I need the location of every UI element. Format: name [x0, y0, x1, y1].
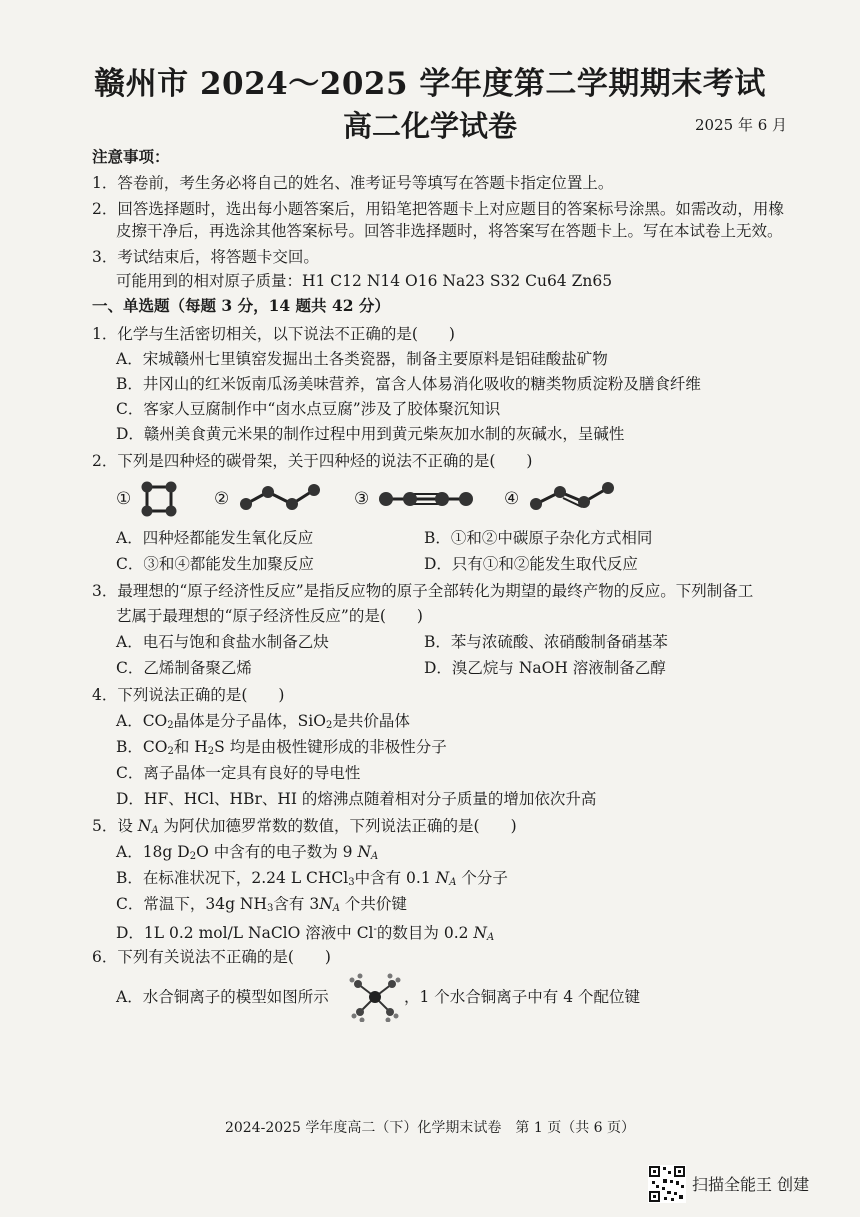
q3-option-a: A．电石与饱和食盐水制备乙炔 [116, 633, 329, 651]
note-2a: 2．回答选择题时，选出每小题答案后，用铅笔把答题卡上对应题目的答案标号涂黑。如需改动，用橡 [92, 200, 784, 218]
q2-label-1: ① [116, 489, 132, 509]
q3-stem-b: 艺属于最理想的“原子经济性反应”的是( ) [116, 607, 423, 625]
q5-option-b: B．在标准状况下，2.24 L CHCl$_3$中含有 0.1 $N_A$ 个分子 [116, 869, 508, 888]
exam-title: 赣州市 2024～2025 学年度第二学期期末考试 [94, 66, 766, 102]
q2-label-2: ② [214, 489, 230, 509]
page-footer: 2024-2025 学年度高二（下）化学期末试卷 第 1 页（共 6 页） [224, 1120, 636, 1136]
qr-code-icon [648, 1165, 686, 1203]
note-3: 3．考试结束后，将答题卡交回。 [92, 248, 319, 266]
note-2b: 皮擦干净后，再选涂其他答案标号。回答非选择题时，将答案写在答题卡上。写在本试卷上无效。 [116, 222, 783, 240]
notes-heading: 注意事项： [92, 147, 170, 166]
q3-option-d: D．溴乙烷与 NaOH 溶液制备乙醇 [424, 659, 666, 677]
q3-stem-a: 3．最理想的“原子经济性反应”是指反应物的原子全部转化为期望的最终产物的反应。下列制备工 [92, 582, 754, 600]
atomic-masses: 可能用到的相对原子质量：H1 C12 N14 O16 Na23 S32 Cu64 Zn65 [116, 272, 613, 290]
butadiyne-skeleton [378, 484, 478, 514]
q3-option-b: B．苯与浓硫酸、浓硝酸制备硝基苯 [424, 633, 668, 651]
q4-option-c: C．离子晶体一定具有良好的导电性 [116, 764, 361, 782]
q1-option-d: D．赣州美食黄元米果的制作过程中用到黄元柴灰加水制的灰碱水，呈碱性 [116, 425, 625, 443]
cyclobutane-skeleton [140, 480, 180, 520]
q1-option-c: C．客家人豆腐制作中“卤水点豆腐”涉及了胶体聚沉知识 [116, 400, 501, 418]
exam-subtitle: 高二化学试卷 [342, 109, 517, 143]
q1-stem: 1．化学与生活密切相关，以下说法不正确的是( ) [92, 325, 455, 343]
q5-stem: 5．设 $N_A$ 为阿伏加德罗常数的数值，下列说法正确的是( ) [92, 817, 517, 836]
q5-option-a: A．18g $D_2O$ 中含有的电子数为 9 $N_A$ [116, 843, 379, 862]
scanner-watermark: 扫描全能王 创建 [692, 1175, 810, 1194]
q2-option-d: D．只有①和②能发生取代反应 [424, 555, 638, 573]
note-1: 1．答卷前，考生务必将自己的姓名、准考证号等填写在答题卡指定位置上。 [92, 174, 614, 192]
q2-label-3: ③ [354, 489, 370, 509]
q4-option-a: A．$CO_2$晶体是分子晶体，SiO$_2$是共价晶体 [116, 712, 410, 731]
butene-skeleton [528, 476, 618, 516]
q4-option-d: D．HF、HCl、HBr、HI 的熔沸点随着相对分子质量的增加依次升高 [116, 790, 597, 808]
q2-option-b: B．①和②中碳原子杂化方式相同 [424, 529, 653, 547]
q2-label-4: ④ [504, 489, 520, 509]
q1-option-b: B．井冈山的红米饭南瓜汤美味营养，富含人体易消化吸收的糖类物质淀粉及膳食纤维 [116, 375, 701, 393]
q1-option-a: A．宋城赣州七里镇窑发掘出土各类瓷器，制备主要原料是铝硅酸盐矿物 [116, 350, 608, 368]
q6-option-a-tail: ，1 个水合铜离子中有 4 个配位键 [404, 988, 641, 1006]
exam-date: 2025 年 6 月 [695, 116, 788, 134]
q2-option-a: A．四种烃都能发生氧化反应 [116, 529, 314, 547]
hydrated-copper-ion-model [348, 972, 402, 1022]
q4-option-b: B．$CO_2$和 $H_2S$ 均是由极性键形成的非极性分子 [116, 738, 447, 757]
q5-option-d: D．1L 0.2 mol/L NaClO 溶液中 Cl-的数目为 0.2 $N_A$ [116, 924, 495, 943]
q2-option-c: C．③和④都能发生加聚反应 [116, 555, 314, 573]
q2-stem: 2．下列是四种烃的碳骨架，关于四种烃的说法不正确的是( ) [92, 452, 533, 470]
q6-stem: 6．下列有关说法不正确的是( ) [92, 948, 331, 966]
q6-option-a-text: A．水合铜离子的模型如图所示 [116, 988, 329, 1006]
q4-stem: 4．下列说法正确的是( ) [92, 686, 285, 704]
section-heading: 一、单选题（每题 3 分，14 题共 42 分） [92, 296, 390, 315]
q3-option-c: C．乙烯制备聚乙烯 [116, 659, 252, 677]
q5-option-c: C．常温下，34g $NH_3$含有 $3N_A$ 个共价键 [116, 895, 407, 914]
butane-skeleton [238, 478, 328, 518]
